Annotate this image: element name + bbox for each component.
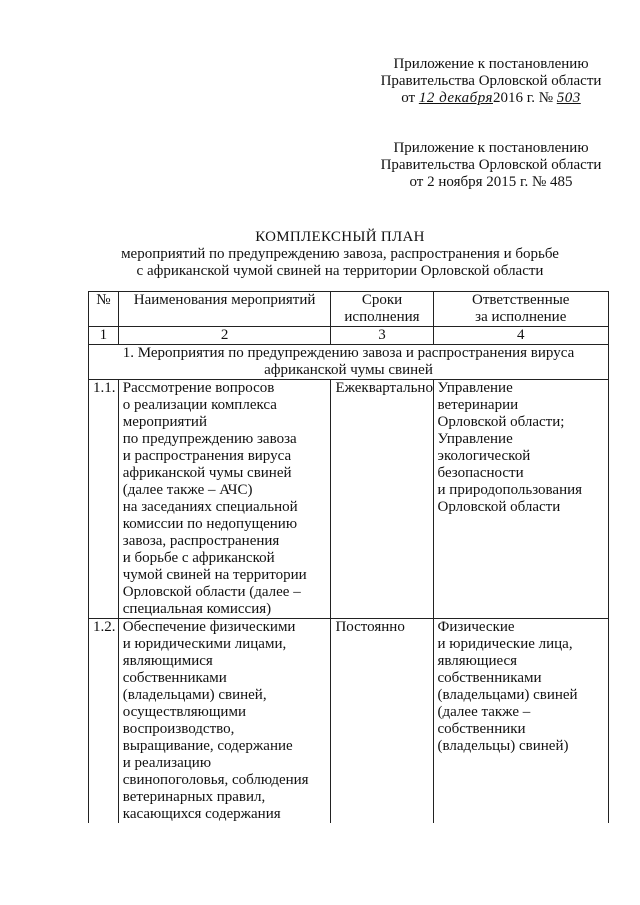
row-term: Постоянно — [331, 619, 433, 824]
appendix-date-line — [376, 90, 606, 107]
plan-subtitle-line: с африканской чумой свиней на территории Орловской области — [136, 263, 544, 279]
row-responsible: Физические и юридические лица, являющиеся собственниками (владельцами) свиней (далее также – собственники (владельцы) свиней) — [433, 619, 608, 824]
header-responsible: Ответственные за исполнение — [433, 292, 608, 327]
section-title: 1. Мероприятия по предупреждению завоза и распространения вируса африканской чумы свиней — [89, 345, 609, 380]
plan-title: КОМПЛЕКСНЫЙ ПЛАН — [255, 229, 425, 245]
table-row — [89, 380, 609, 619]
date-suffix: 2016 г. № — [492, 90, 554, 106]
row-measure: Рассмотрение вопросов о реализации комплекса мероприятий по предупреждению завоза и распространения вируса африканской чумы свиней (далее также – АЧС) на заседаниях специальной комиссии по недопущению завоза, распространения и борьбе с африканской чумой свиней на территории Орловской области (далее – специальная комиссия) — [118, 380, 331, 619]
row-responsible: Управление ветеринарии Орловской области; Управление экологической безопасности и природопользования Орловской области — [433, 380, 608, 619]
date-prefix: от — [401, 90, 416, 106]
table-row — [89, 619, 609, 824]
header-name: Наименования мероприятий — [118, 292, 331, 327]
column-index: 3 — [331, 327, 433, 345]
handwritten-number: 503 — [556, 90, 581, 106]
plan-title-block — [60, 229, 620, 280]
row-number: 1.1. — [89, 380, 119, 619]
row-measure: Обеспечение физическими и юридическими лицами, являющимися собственниками (владельцами) свиней, осуществляющими воспроизводство, выращивание, содержание и реализацию свинопоголовья, соблюдения ветеринарных правил, касающихся содержания — [118, 619, 331, 824]
column-index: 1 — [89, 327, 119, 345]
header-term: Сроки исполнения — [331, 292, 433, 327]
row-term: Ежеквартально — [331, 380, 433, 619]
appendix-line: Приложение к постановлению — [393, 56, 589, 72]
appendix-header-current — [376, 56, 606, 107]
column-index-row — [89, 327, 609, 345]
header-number: № — [89, 292, 119, 327]
column-index: 2 — [118, 327, 331, 345]
appendix-line: Правительства Орловской области — [380, 157, 602, 173]
appendix-header-previous — [376, 140, 606, 191]
table-header-row — [89, 292, 609, 327]
section-header-row — [89, 345, 609, 380]
row-number: 1.2. — [89, 619, 119, 824]
plan-table — [88, 291, 609, 823]
appendix-line: Правительства Орловской области — [380, 73, 602, 89]
handwritten-date: 12 декабря — [418, 90, 493, 106]
appendix-line: Приложение к постановлению — [393, 140, 589, 156]
appendix-line: от 2 ноября 2015 г. № 485 — [409, 174, 573, 190]
column-index: 4 — [433, 327, 608, 345]
plan-subtitle-line: мероприятий по предупреждению завоза, распространения и борьбе — [121, 246, 559, 262]
